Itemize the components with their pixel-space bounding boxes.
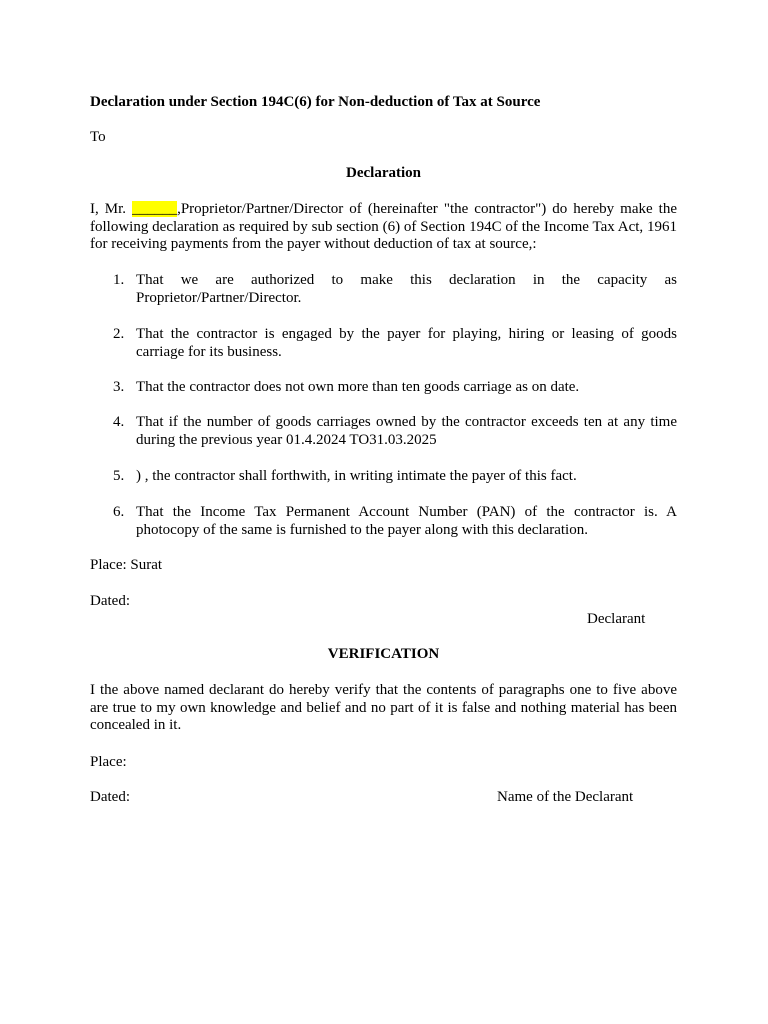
list-item-text: That the contractor does not own more than ten goods carriage as on date. [136, 379, 580, 395]
intro-text: ,Proprietor/Partner/Director of (hereinafter "the contractor") do hereby make the following declaration as required by sub section (6) of Section 194C of the Income Tax Act, 1961 for receiving payments from the payer without deduction of tax at source,: [90, 201, 677, 252]
verification-dated-line: Dated: [90, 789, 130, 805]
declaration-heading: Declaration [346, 165, 421, 181]
list-item-text: ) , the contractor shall forthwith, in writing intimate the payer of this fact. [136, 468, 577, 484]
list-item-text: That the Income Tax Permanent Account Number (PAN) of the contractor is. A photocopy of the same is furnished to the payer along with this declaration. [136, 504, 677, 538]
verification-heading: VERIFICATION [327, 646, 440, 662]
declarant-name-label: Name of the Declarant [497, 789, 634, 805]
list-item-text: That if the number of goods carriages owned by the contractor exceeds ten at any time during the previous year 01.4.2024 TO31.03.2025 [136, 414, 677, 448]
list-item-number: 5. [113, 468, 125, 484]
list-item-number: 6. [113, 504, 125, 520]
list-item-number: 4. [113, 414, 125, 430]
list-item-text: That we are authorized to make this declaration in the capacity as Proprietor/Partner/Director. [136, 272, 677, 306]
addressee-to: To [90, 129, 106, 145]
intro-paragraph [90, 201, 677, 254]
name-blank-highlight: ______ [132, 201, 178, 217]
list-item-number: 3. [113, 379, 125, 395]
document-title: Declaration under Section 194C(6) for Non-deduction of Tax at Source [90, 94, 541, 110]
list-item-text: That the contractor is engaged by the payer for playing, hiring or leasing of goods carriage for its business. [136, 326, 677, 360]
verification-place-line: Place: [90, 754, 127, 770]
list-item-number: 1. [113, 272, 125, 288]
dated-line: Dated: [90, 593, 130, 609]
intro-prefix: I, Mr. [90, 201, 133, 217]
declarant-signature-label: Declarant [587, 611, 646, 627]
list-item-number: 2. [113, 326, 125, 342]
place-line: Place: Surat [90, 557, 163, 573]
verification-paragraph: I the above named declarant do hereby verify that the contents of paragraphs one to five above are true to my own knowledge and belief and no part of it is false and nothing material has been concealed in it. [90, 682, 677, 733]
